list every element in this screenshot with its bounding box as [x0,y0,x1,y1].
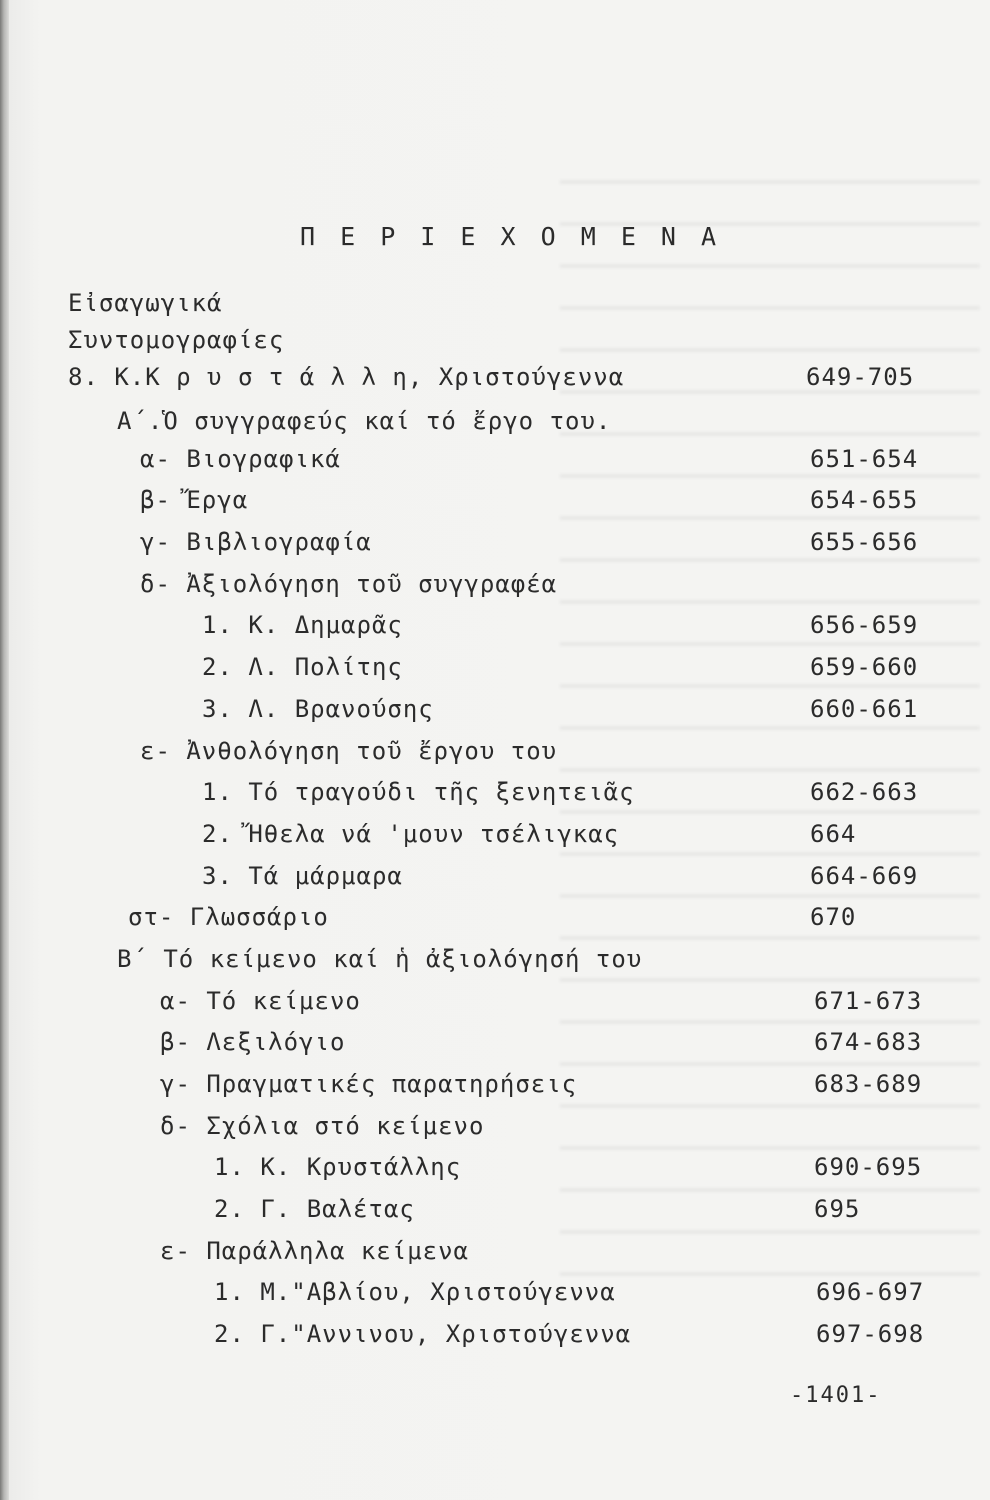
toc-entry-text: β- Ἔργα [140,486,249,514]
toc-entry-text: Συντομογραφίες [68,326,285,354]
toc-entry-pages: 651-654 [810,445,919,473]
toc-entry-text: Εἰσαγωγικά [68,289,223,317]
toc-entry-text: 2. Γ."Αννινου, Χριστούγεννα [214,1320,632,1348]
toc-entry-pages: 670 [810,903,857,931]
contents-title: Π Ε Ρ Ι Ε Χ Ο Μ Ε Ν Α [300,222,722,251]
toc-entry-pages: 664 [810,820,857,848]
toc-entry-pages: 649-705 [806,363,915,391]
toc-entry-pages: 662-663 [810,778,919,806]
toc-entry-text: δ- Σχόλια στό κείμενο [160,1112,485,1140]
toc-entry-pages: 696-697 [816,1278,925,1306]
toc-entry-text: α- Βιογραφικά [140,445,341,473]
toc-entry-text: β- Λεξιλόγιο [160,1028,346,1056]
toc-entry-text: 1. Τό τραγούδι τῆς ξενητειᾶς [202,778,635,806]
toc-entry-text: 2. Ἤθελα νά 'μουν τσέλιγκας [202,820,620,848]
toc-entry-pages: 674-683 [814,1028,923,1056]
toc-entry-text: 2. Λ. Πολίτης [202,653,403,681]
toc-entry-text: 1. Μ."Αβλίου, Χριστούγεννα [214,1278,616,1306]
toc-entry-text: 3. Λ. Βρανούσης [202,695,434,723]
toc-entry-pages: 655-656 [810,528,919,556]
toc-entry-text: Α΄.Ὁ συγγραφεύς καί τό ἔργο του. [117,407,612,435]
toc-entry-pages: 690-695 [814,1153,923,1181]
toc-entry-text: ε- Ἀνθολόγηση τοῦ ἔργου του [140,737,558,765]
toc-entry-pages: 659-660 [810,653,919,681]
toc-entry-pages: 671-673 [814,987,923,1015]
toc-entry-text: στ- Γλωσσάριο [128,903,329,931]
toc-entry-text: γ- Πραγματικές παρατηρήσεις [160,1070,578,1098]
toc-entry-pages: 697-698 [816,1320,925,1348]
toc-entry-text: 1. Κ. Κρυστάλλης [214,1153,462,1181]
toc-entry-text: γ- Βιβλιογραφία [140,528,372,556]
toc-entry-text: Β΄ Τό κείμενο καί ἡ ἀξιολόγησή του [117,945,643,973]
toc-entry-pages: 695 [814,1195,861,1223]
toc-entry-text: δ- Ἀξιολόγηση τοῦ συγγραφέα [140,570,558,598]
page-edge-shadow [0,0,9,1500]
toc-entry-pages: 660-661 [810,695,919,723]
toc-entry-pages: 656-659 [810,611,919,639]
bleed-through-text [560,150,980,1300]
toc-entry-text: 2. Γ. Βαλέτας [214,1195,415,1223]
toc-entry-text: α- Τό κείμενο [160,987,361,1015]
toc-entry-text: 8. Κ.Κ ρ υ σ τ ά λ λ η, Χριστούγεννα [68,363,625,391]
toc-entry-pages: 654-655 [810,486,919,514]
toc-entry-pages: 664-669 [810,862,919,890]
toc-entry-text: ε- Παράλληλα κείμενα [160,1237,469,1265]
toc-entry-text: 1. Κ. Δημαρᾶς [202,611,403,639]
toc-entry-pages: 683-689 [814,1070,923,1098]
page-number: -1401- [790,1383,882,1408]
toc-entry-text: 3. Τά μάρμαρα [202,862,403,890]
